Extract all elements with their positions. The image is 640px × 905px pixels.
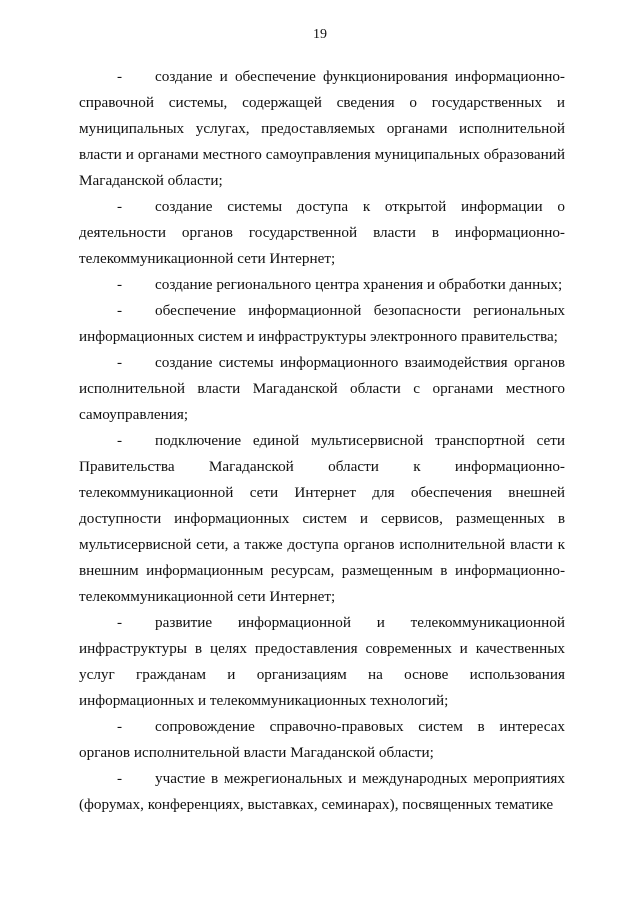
- list-dash: -: [117, 68, 123, 85]
- list-item: [79, 272, 565, 298]
- page-number: 19: [313, 27, 327, 42]
- list-item: [79, 298, 565, 350]
- list-dash: -: [117, 432, 123, 449]
- list-dash: -: [117, 354, 123, 371]
- list-item-text: создание регионального центра хранения и обработки данных;: [155, 276, 563, 293]
- list-dash: -: [117, 614, 123, 631]
- list-item: [79, 64, 565, 194]
- list-item-text: участие в межрегиональных и международных мероприятиях (форумах, конференциях, выставках, семинарах), посвященных тематике: [79, 770, 565, 813]
- list-item: [79, 350, 565, 428]
- list-dash: -: [117, 770, 123, 787]
- document-body: [79, 64, 565, 818]
- list-item: [79, 194, 565, 272]
- list-item-text: обеспечение информационной безопасности региональных информационных систем и инфраструктуры электронного правительства;: [79, 302, 565, 345]
- list-dash: -: [117, 718, 123, 735]
- list-item-text: сопровождение справочно-правовых систем в интересах органов исполнительной власти Магаданской области;: [79, 718, 565, 761]
- list-dash: -: [117, 198, 123, 215]
- list-item: [79, 428, 565, 610]
- list-item-text: создание системы доступа к открытой информации о деятельности органов государственной власти в информационно-телекоммуникационной сети Интернет;: [79, 198, 565, 267]
- list-item: [79, 766, 565, 818]
- list-item-text: подключение единой мультисервисной транспортной сети Правительства Магаданской области к информационно-телекоммуникационной сети Интернет для обеспечения внешней доступности информационных систем и сервисов, размещенных в мультисервисной сети, а также доступа органов исполнительной власти к внешним информационным ресурсам, размещенным в информационно-телекоммуникационной сети Интернет;: [79, 432, 565, 605]
- list-item: [79, 610, 565, 714]
- list-dash: -: [117, 276, 123, 293]
- list-item-text: создание и обеспечение функционирования информационно-справочной системы, содержащей сведения о государственных и муниципальных услугах, предоставляемых органами исполнительной власти и органами местного самоуправления муниципальных образований Магаданской области;: [79, 68, 565, 189]
- list-dash: -: [117, 302, 123, 319]
- list-item-text: развитие информационной и телекоммуникационной инфраструктуры в целях предоставления современных и качественных услуг гражданам и организациям на основе использования информационных и телекоммуникационных технологий;: [79, 614, 565, 709]
- list-item: [79, 714, 565, 766]
- list-item-text: создание системы информационного взаимодействия органов исполнительной власти Магаданской области с органами местного самоуправления;: [79, 354, 565, 423]
